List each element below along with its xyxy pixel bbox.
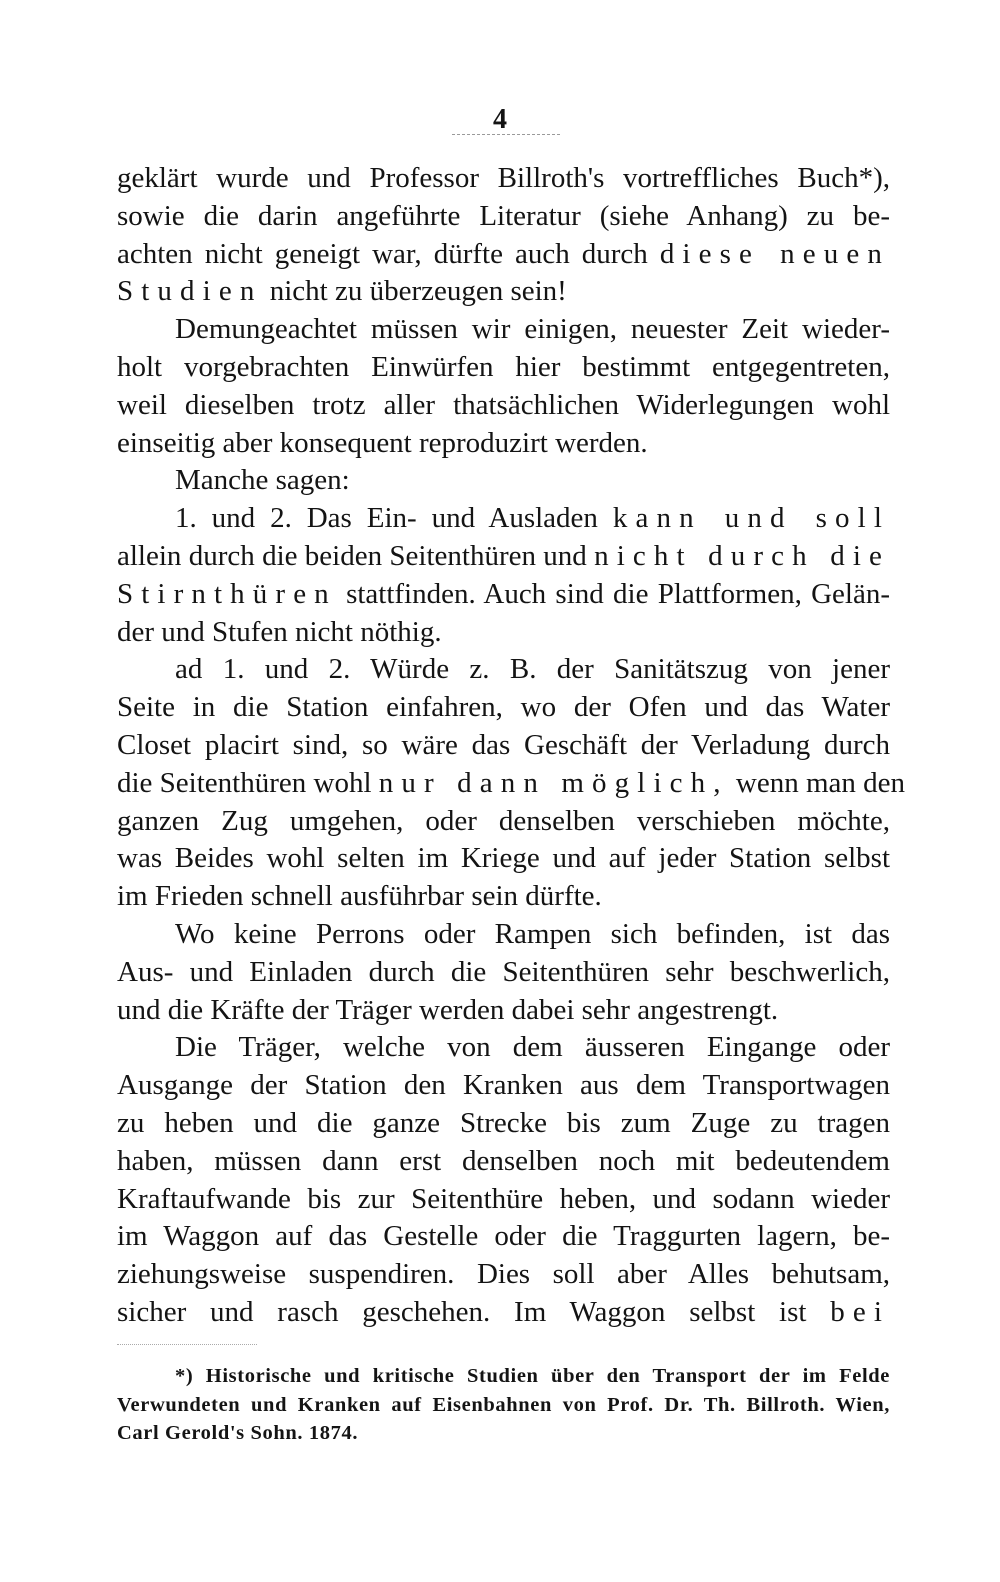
- line-text: Ausgange der Station den Kranken aus dem Transportwagen: [117, 1069, 890, 1102]
- text-line: [117, 576, 890, 614]
- text-line: [117, 236, 890, 274]
- line-text: Demungeachtet müssen wir einigen, neuester Zeit wieder-: [175, 313, 890, 346]
- line-text: was Beides wohl selten im Kriege und auf jeder Station selbst: [117, 842, 890, 875]
- text-line: [117, 916, 890, 954]
- footnote-line: [117, 1362, 890, 1391]
- line-text: Verwundeten und Kranken auf Eisenbahnen von Prof. Dr. Th. Billroth. Wien,: [117, 1393, 890, 1416]
- text-line: [117, 803, 890, 841]
- text-line: [117, 387, 890, 425]
- footnote: [117, 1362, 890, 1448]
- line-text: holt vorgebrachten Einwürfen hier bestimmt entgegentreten,: [117, 350, 890, 383]
- text-line: [117, 878, 890, 916]
- footnote-line: [117, 1419, 890, 1448]
- text-line: [117, 614, 890, 652]
- text-line: [117, 651, 890, 689]
- line-text: Aus- und Einladen durch die Seitenthüren sehr beschwerlich,: [117, 955, 890, 988]
- line-text: Closet placirt sind, so wäre das Geschäft der Verladung durch: [117, 728, 890, 761]
- text-line: [117, 311, 890, 349]
- line-text: sicher und rasch geschehen. Im Waggon selbst ist: [117, 1295, 807, 1328]
- text-line: [117, 727, 890, 765]
- text-line: [117, 273, 890, 311]
- page-number-rule: [452, 134, 560, 135]
- spaced-emphasis-text: nur dann möglich,: [378, 766, 729, 799]
- line-text: weil dieselben trotz aller thatsächlichen Widerlegungen wohl: [117, 388, 890, 421]
- text-line: [117, 1067, 890, 1105]
- spaced-emphasis-text: Studien: [117, 275, 263, 308]
- line-text: Seite in die Station einfahren, wo der Ofen und das Water: [117, 691, 890, 724]
- line-text: allein durch die beiden Seitenthüren und: [117, 539, 587, 572]
- text-line: [117, 689, 890, 727]
- footnote-rule: [117, 1344, 257, 1345]
- line-text: im Frieden schnell ausführbar sein dürfte.: [117, 880, 602, 913]
- spaced-emphasis-text: bei: [830, 1295, 890, 1328]
- text-line: [117, 1029, 890, 1067]
- line-text: Carl Gerold's Sohn. 1874.: [117, 1422, 359, 1444]
- text-line: [117, 840, 890, 878]
- text-line: [117, 462, 890, 500]
- text-line: [117, 500, 890, 538]
- text-line: [117, 1181, 890, 1219]
- text-line: [117, 1105, 890, 1143]
- spaced-emphasis-text: diese neuen: [659, 237, 890, 270]
- line-text: wenn man den: [735, 766, 906, 799]
- text-line: [117, 198, 890, 236]
- spaced-emphasis-text: Stirnthüren: [117, 577, 337, 610]
- text-line: [117, 1294, 890, 1332]
- text-line: [117, 160, 890, 198]
- line-text: Kraftaufwande bis zur Seitenthüre heben, und sodann wieder: [117, 1182, 890, 1215]
- text-line: [117, 1218, 890, 1256]
- text-line: [117, 954, 890, 992]
- line-text: einseitig aber konsequent reproduzirt werden.: [117, 426, 648, 459]
- line-text: 1. und 2. Das Ein- und Ausladen: [175, 502, 598, 535]
- line-text: haben, müssen dann erst denselben noch mit bedeutendem: [117, 1144, 890, 1177]
- text-line: [117, 992, 890, 1030]
- spaced-emphasis-text: nicht durch die: [594, 539, 890, 572]
- text-line: [117, 349, 890, 387]
- text-line: [117, 1256, 890, 1294]
- line-text: und die Kräfte der Träger werden dabei sehr angestrengt.: [117, 993, 779, 1026]
- body-text: [117, 160, 906, 1332]
- line-text: Manche sagen:: [175, 464, 350, 497]
- line-text: geklärt wurde und Professor Billroth's vortreffliches Buch*),: [117, 162, 890, 194]
- line-text: sowie die darin angeführte Literatur (siehe Anhang) zu be-: [117, 199, 890, 232]
- line-text: ad 1. und 2. Würde z. B. der Sanitätszug von jener: [175, 653, 890, 686]
- line-text: zu heben und die ganze Strecke bis zum Zuge zu tragen: [117, 1106, 890, 1139]
- line-text: die Seitenthüren wohl: [117, 766, 372, 799]
- line-text: Wo keine Perrons oder Rampen sich befinden, ist das: [175, 917, 890, 950]
- line-text: ziehungsweise suspendiren. Dies soll aber Alles behutsam,: [117, 1258, 890, 1291]
- line-text: der und Stufen nicht nöthig.: [117, 615, 442, 648]
- line-text: ganzen Zug umgehen, oder denselben verschieben möchte,: [117, 804, 890, 837]
- footnote-line: [117, 1391, 890, 1420]
- text-line: [117, 425, 890, 463]
- text-line: [117, 1143, 890, 1181]
- line-text: im Waggon auf das Gestelle oder die Traggurten lagern, be-: [117, 1220, 890, 1253]
- spaced-emphasis-text: kann und soll: [612, 502, 890, 535]
- text-line: [117, 538, 890, 576]
- page-number: 4: [493, 104, 507, 135]
- line-text: *) Historische und kritische Studien über den Transport der im Felde: [175, 1365, 890, 1387]
- line-text: Die Träger, welche von dem äusseren Eingange oder: [175, 1031, 890, 1064]
- line-text: achten nicht geneigt war, dürfte auch durch: [117, 237, 648, 270]
- text-line: [117, 765, 906, 803]
- line-text: nicht zu überzeugen sein!: [269, 275, 567, 308]
- line-text: stattfinden. Auch sind die Plattformen, Gelän-: [346, 577, 891, 610]
